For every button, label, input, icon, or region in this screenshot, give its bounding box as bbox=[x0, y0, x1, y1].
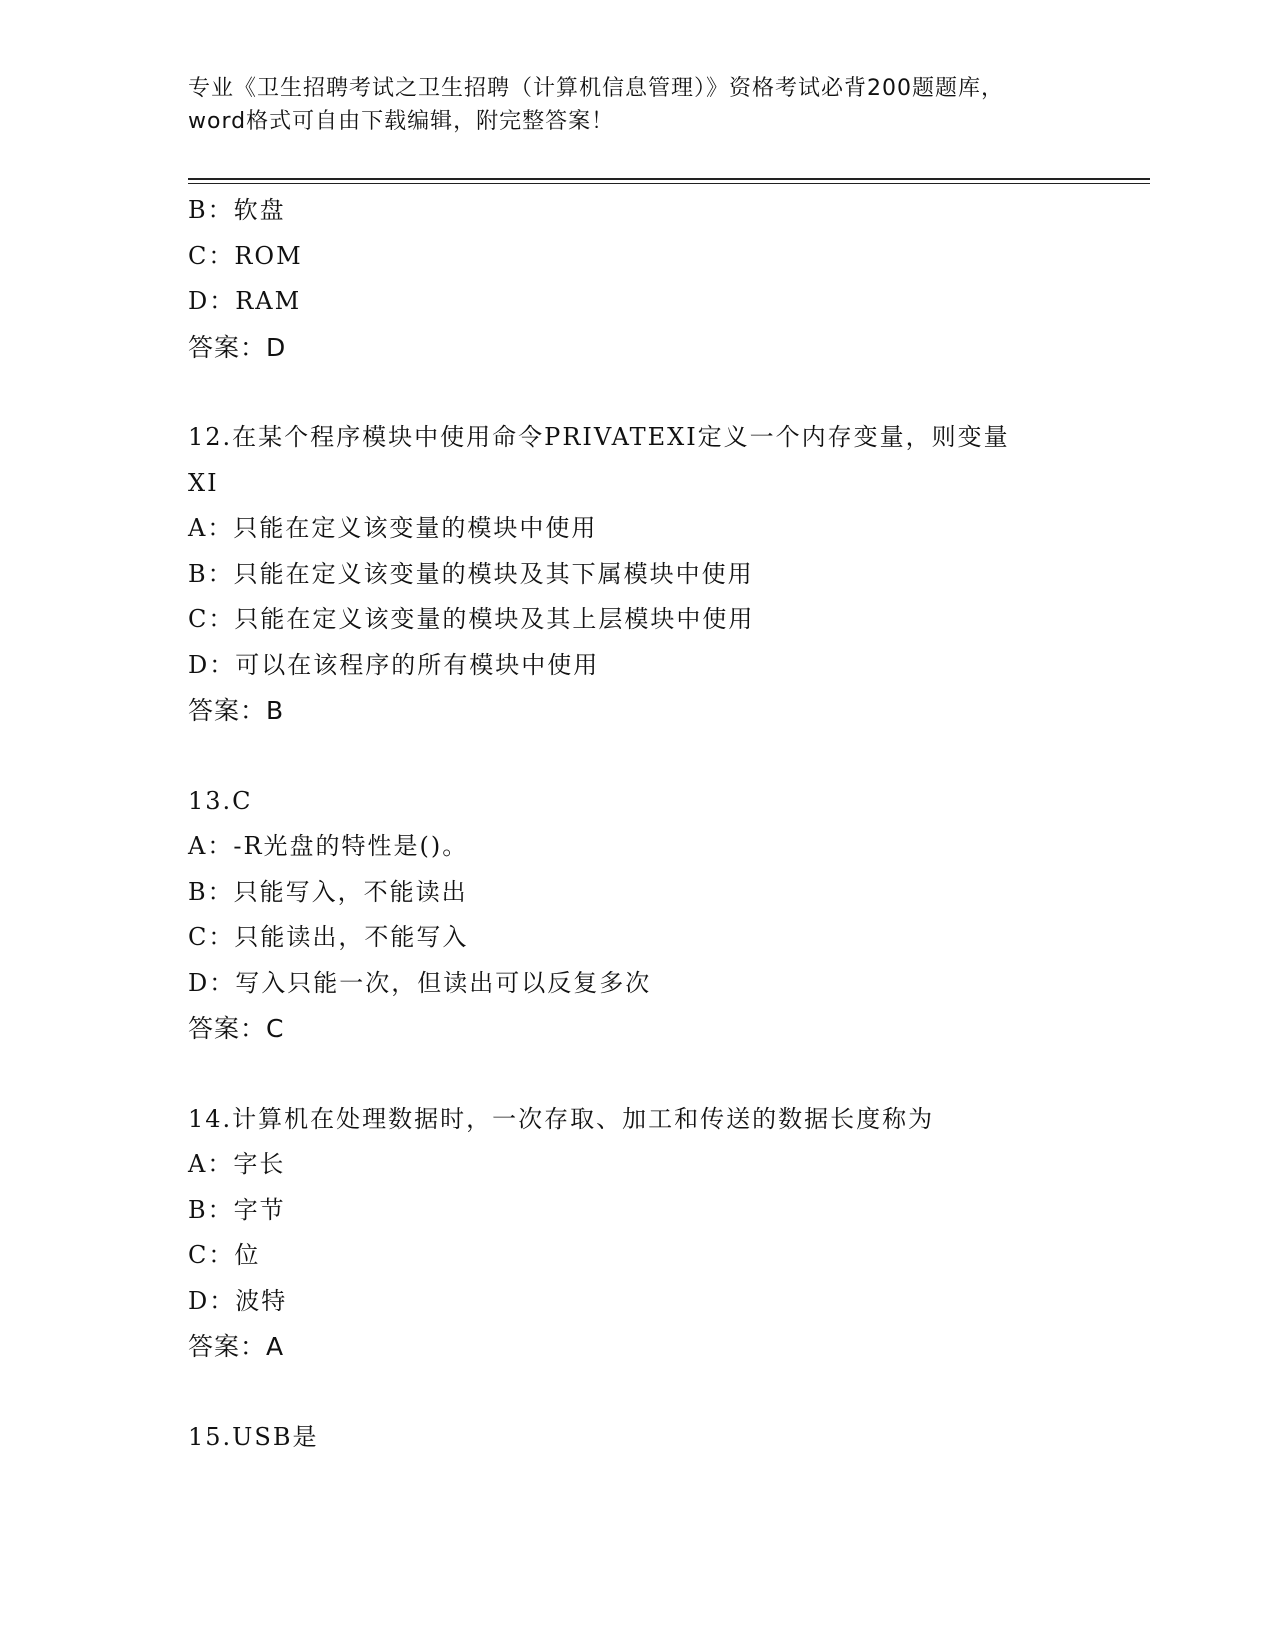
question-stem: 14.计算机在处理数据时，一次存取、加工和传送的数据长度称为 bbox=[188, 1104, 935, 1133]
option-d: D：波特 bbox=[188, 1286, 288, 1315]
question-stem-continued: XI bbox=[188, 468, 219, 497]
option-d: D：RAM bbox=[188, 287, 302, 315]
option-c: C：只能在定义该变量的模块及其上层模块中使用 bbox=[188, 605, 755, 633]
question-12 bbox=[188, 415, 1148, 734]
question-14 bbox=[188, 1097, 1148, 1370]
document-header bbox=[188, 72, 1088, 138]
option-c: C：位 bbox=[188, 1241, 261, 1269]
question-stem: 12.在某个程序模块中使用命令PRIVATEXI定义一个内存变量，则变量 bbox=[188, 423, 1010, 451]
answer: 答案：A bbox=[188, 1332, 285, 1361]
header-line-2: word格式可自由下载编辑，附完整答案！ bbox=[188, 109, 615, 134]
question-11-tail bbox=[188, 188, 1148, 370]
header-rule-thick bbox=[188, 178, 1150, 180]
option-a: A：只能在定义该变量的模块中使用 bbox=[188, 514, 598, 542]
question-stem: 13.C bbox=[188, 786, 253, 815]
option-b: B：字节 bbox=[188, 1195, 286, 1224]
option-b: B：只能在定义该变量的模块及其下属模块中使用 bbox=[188, 559, 754, 588]
option-c: C：只能读出，不能写入 bbox=[188, 923, 469, 951]
option-b: B：软盘 bbox=[188, 196, 286, 224]
answer: 答案：C bbox=[188, 1014, 285, 1043]
option-c: C：ROM bbox=[188, 241, 303, 270]
spacer bbox=[188, 370, 1148, 415]
question-list bbox=[188, 188, 1148, 1460]
option-d: D：可以在该程序的所有模块中使用 bbox=[188, 650, 600, 679]
answer: 答案：B bbox=[188, 696, 285, 725]
spacer bbox=[188, 734, 1148, 779]
spacer bbox=[188, 1370, 1148, 1415]
spacer bbox=[188, 1052, 1148, 1097]
question-13 bbox=[188, 779, 1148, 1052]
option-b: B：只能写入，不能读出 bbox=[188, 877, 468, 906]
option-a: A：-R光盘的特性是()。 bbox=[188, 832, 469, 860]
question-15 bbox=[188, 1415, 1148, 1461]
header-line-1: 专业《卫生招聘考试之卫生招聘（计算机信息管理）》资格考试必背200题题库， bbox=[188, 76, 1004, 101]
option-a: A：字长 bbox=[188, 1150, 286, 1178]
header-rule-thin bbox=[188, 183, 1150, 184]
answer: 答案：D bbox=[188, 332, 287, 362]
option-d: D：写入只能一次，但读出可以反复多次 bbox=[188, 968, 652, 997]
question-stem: 15.USB是 bbox=[188, 1422, 319, 1451]
